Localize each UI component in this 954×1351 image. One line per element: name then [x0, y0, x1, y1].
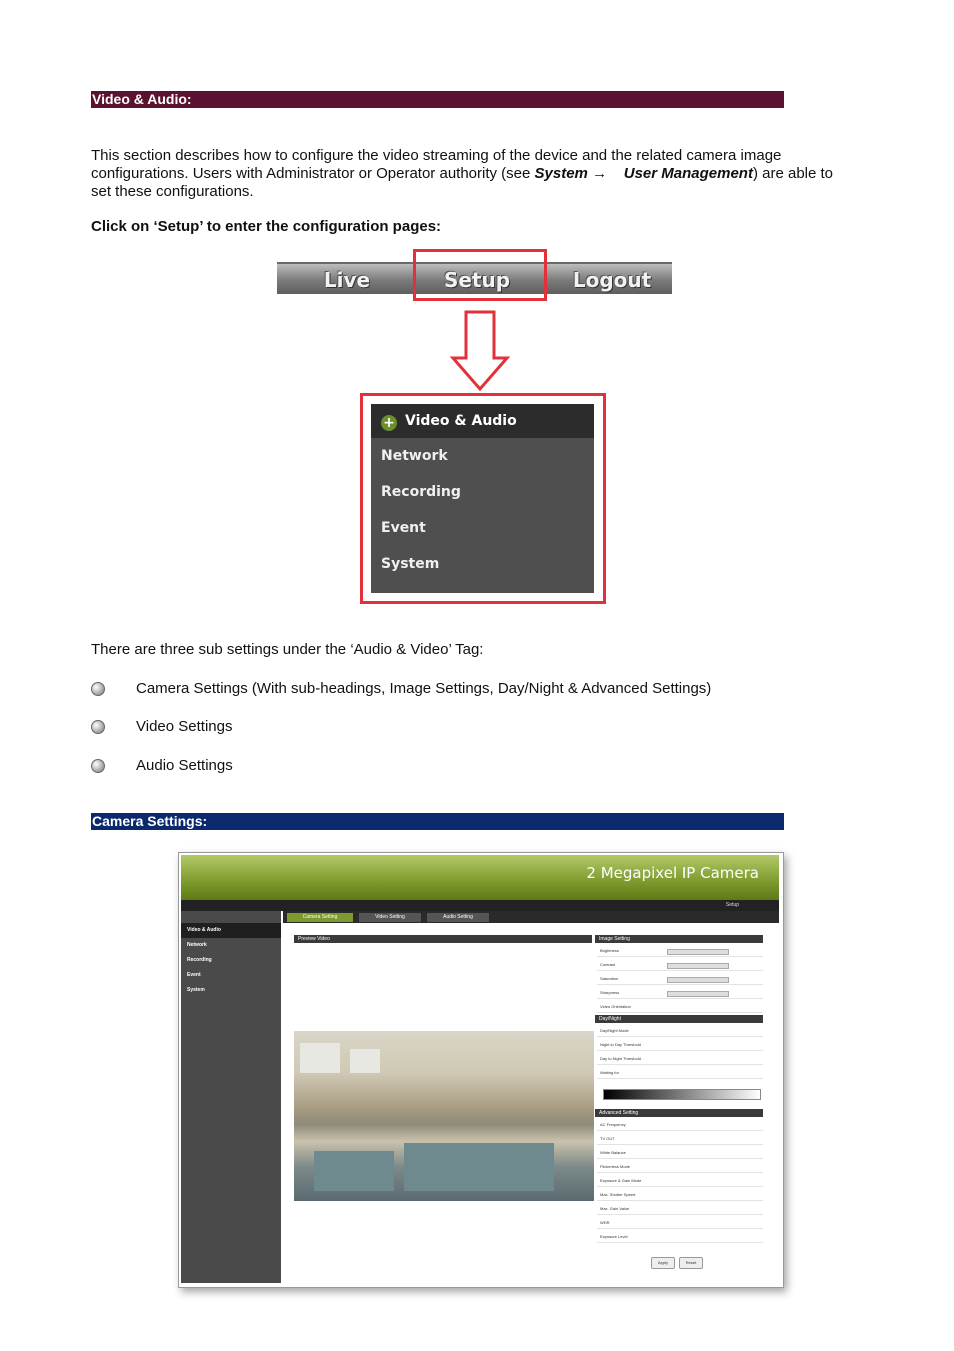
menu-header-label: Video & Audio: [405, 413, 517, 429]
app-sidebar: [181, 911, 281, 1283]
app-tabs: [283, 911, 779, 923]
section-title: Video & Audio:: [92, 91, 192, 107]
reset-button[interactable]: Reset: [679, 1257, 703, 1269]
sharpness-slider[interactable]: [667, 991, 729, 997]
setting-row-daynight-mode: [597, 1025, 763, 1037]
setting-row-exposure-gain: [597, 1175, 763, 1187]
office-window: [350, 1049, 380, 1073]
setting-label: Saturation: [600, 976, 619, 981]
setting-row-brightness: [597, 945, 763, 957]
setup-menu-figure: [371, 404, 594, 593]
section-title: Camera Settings:: [92, 813, 208, 829]
intro-paragraph: [91, 147, 851, 201]
plus-icon: +: [381, 415, 397, 431]
setting-label: Day to Night Threshold: [600, 1056, 641, 1061]
sidebar-item-system[interactable]: System: [187, 987, 205, 993]
setting-label: White Balance: [600, 1150, 626, 1155]
brightness-slider[interactable]: [667, 949, 729, 955]
setting-row-tv-out: [597, 1133, 763, 1145]
contrast-slider[interactable]: [667, 963, 729, 969]
setting-row-waiting: [597, 1067, 763, 1079]
setting-label: Sharpness: [600, 990, 620, 995]
preview-video-image: [294, 1031, 594, 1201]
list-item: Video Settings: [136, 718, 233, 735]
tab-video-setting[interactable]: Video Setting: [359, 913, 421, 922]
intro-text-2: ) are able to set these configurations.: [91, 165, 834, 200]
nav-tab-live[interactable]: Live: [323, 268, 371, 292]
app-header: [181, 855, 779, 900]
setting-row-wdr: [597, 1217, 763, 1229]
nav-tab-setup[interactable]: Setup: [443, 268, 511, 292]
menu-item-network[interactable]: Network: [381, 448, 448, 464]
office-window: [300, 1043, 340, 1073]
sidebar-item-event[interactable]: Event: [187, 972, 201, 978]
setting-row-flickerless: [597, 1161, 763, 1173]
office-desk: [314, 1151, 394, 1191]
setting-label: Max. Shutter Speed: [600, 1192, 636, 1197]
light-level-gradient: [603, 1089, 761, 1100]
day-night-header: Day/Night: [595, 1015, 763, 1023]
saturation-slider[interactable]: [667, 977, 729, 983]
bullet-icon: [91, 759, 105, 773]
office-desk: [404, 1143, 554, 1191]
nav-setup-label[interactable]: Setup: [725, 902, 739, 908]
setting-label: Video Orientation: [600, 1004, 631, 1009]
menu-item-video-audio[interactable]: [371, 404, 594, 438]
setting-row-white-balance: [597, 1147, 763, 1159]
intro-system-ref: System: [534, 165, 588, 182]
sidebar-item-recording[interactable]: Recording: [187, 957, 212, 963]
list-item: Audio Settings: [136, 757, 233, 774]
apply-button[interactable]: Apply: [651, 1257, 675, 1269]
menu-item-recording[interactable]: Recording: [381, 484, 461, 500]
setting-label: Flickerless Mode: [600, 1164, 631, 1169]
tab-audio-setting[interactable]: Audio Setting: [427, 913, 489, 922]
camera-settings-screenshot: [178, 852, 784, 1288]
setting-row-ac-frequency: [597, 1119, 763, 1131]
subsettings-intro: There are three sub settings under the ‘Audio & Video’ Tag:: [91, 641, 484, 658]
setting-row-max-gain: [597, 1203, 763, 1215]
nav-tab-logout[interactable]: Logout: [572, 268, 652, 292]
section-bar-camera-settings: [91, 813, 784, 830]
tab-camera-setting[interactable]: Camera Setting: [287, 913, 353, 922]
setting-label: WDR: [600, 1220, 610, 1225]
setting-label: Brightness: [600, 948, 619, 953]
setting-row-exposure-level: [597, 1231, 763, 1243]
image-setting-header: Image Setting: [595, 935, 763, 943]
setting-label: Max. Gain Value: [600, 1206, 630, 1211]
section-bar-video-audio: [91, 91, 784, 108]
setting-label: TV OUT: [600, 1136, 615, 1141]
setting-label: Exposure & Gain Mode: [600, 1178, 642, 1183]
setting-label: Day/Night Mode: [600, 1028, 629, 1033]
preview-video-header: Preview Video: [294, 935, 592, 943]
list-item: Camera Settings (With sub-headings, Image Settings, Day/Night & Advanced Settings): [136, 680, 712, 697]
bullet-icon: [91, 682, 105, 696]
down-arrow-icon: [450, 310, 510, 392]
menu-item-event[interactable]: Event: [381, 520, 426, 536]
arrow-icon: →: [592, 165, 608, 182]
setting-label: Exposure Level: [600, 1234, 628, 1239]
setting-row-saturation: [597, 973, 763, 985]
sidebar-item-video-audio[interactable]: Video & Audio: [181, 923, 281, 938]
setting-row-night-day-threshold: [597, 1039, 763, 1051]
setup-highlight-box: [413, 249, 547, 301]
menu-item-system[interactable]: System: [381, 556, 440, 572]
bullet-icon: [91, 720, 105, 734]
setting-row-max-shutter: [597, 1189, 763, 1201]
setting-row-contrast: [597, 959, 763, 971]
setting-label: Waiting for: [600, 1070, 619, 1075]
setting-row-sharpness: [597, 987, 763, 999]
sidebar-item-network[interactable]: Network: [187, 942, 207, 948]
click-instruction: Click on ‘Setup’ to enter the configuration pages:: [91, 218, 442, 235]
intro-user-management-ref: User Management: [623, 165, 753, 182]
setting-label: Contrast: [600, 962, 616, 967]
app-nav-strip: [181, 900, 779, 911]
intro-text-1: This section describes how to configure the video streaming of the device and the related camera image configurations. Users with Administrator or Operator authority (see: [91, 147, 782, 182]
advanced-setting-header: Advanced Setting: [595, 1109, 763, 1117]
setting-label: Night to Day Threshold: [600, 1042, 641, 1047]
setting-row-day-night-threshold: [597, 1053, 763, 1065]
setting-row-orientation: [597, 1001, 763, 1013]
setting-label: AC Frequency: [600, 1122, 626, 1127]
app-title: 2 Megapixel IP Camera: [586, 864, 759, 882]
